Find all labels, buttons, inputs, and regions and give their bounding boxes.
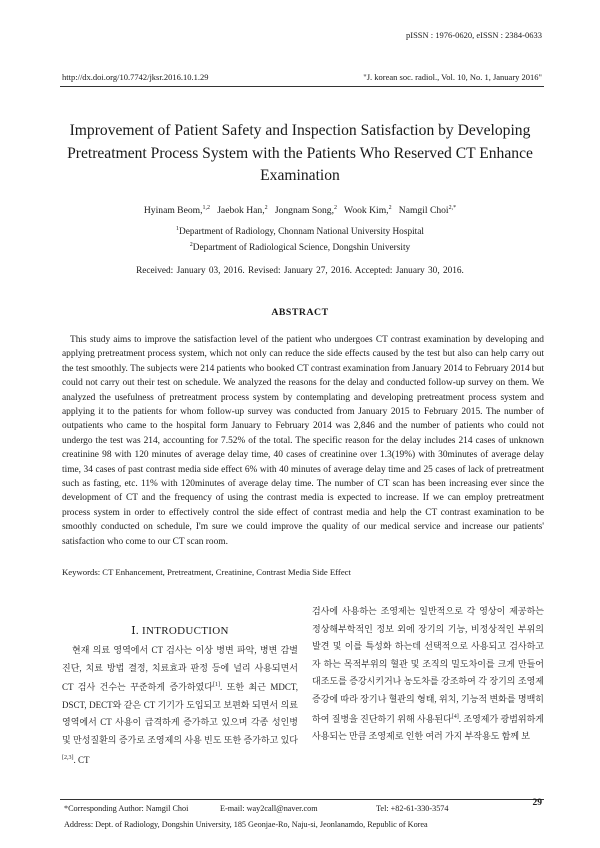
section-heading-introduction: Ⅰ. INTRODUCTION <box>131 625 229 637</box>
affiliation-2: $^2$Department of Radiological Science, Dongshin University <box>189 242 411 254</box>
issn-line: pISSN : 1976-0620, eISSN : 2384-0633 <box>405 30 542 40</box>
telephone: Tel: +82-61-330-3574 <box>376 804 449 813</box>
author-5: Namgil Choi$^{2,*}$ <box>398 205 457 217</box>
journal-citation: "J. korean soc. radiol., Vol. 10, No. 1, January 2016" <box>363 72 542 82</box>
corresponding-info <box>64 804 449 813</box>
page-number: 29 <box>532 798 542 808</box>
keywords: Keywords: CT Enhancement, Pretreatment, Creatinine, Contrast Media Side Effect <box>62 567 351 577</box>
intro-column-right: 검사에 사용하는 조영제는 일반적으로 각 영상이 제공하는 정상해부학적인 정보 외에 장기의 기능, 비정상적인 부위의 발견 및 이를 특성화 하는데 선택적으로 사용되고 검사하고자 하는 목적부위의 혈관 및 조직의 밀도차이를 크게 만들어 대조도를 증강시키거나 농도차를 강조하여 각 장기의 조영제 증강에 따라 장기나 혈관의 형태, 위치, 기능적 변화를 명백히 하여 질병을 진단하기 위해 사용된다[4]. 조영제가 광범위하게 사용되는 만큼 조영제로 인한 여러 가지 부작용도 함께 보 <box>312 606 544 742</box>
author-1: Hyinam Beom,$^{1,2}$ <box>143 205 210 217</box>
footer-divider <box>60 799 544 800</box>
author-2: Jaebok Han,$^2$ <box>217 205 268 217</box>
address: Address: Dept. of Radiology, Dongshin University, 185 Geonjae-Ro, Naju-si, Jeonlanamdo, Republic of Korea <box>64 820 428 829</box>
email[interactable]: E-mail: way2call@naver.com <box>220 804 318 813</box>
article-dates: Received: January 03, 2016. Revised: January 27, 2016. Accepted: January 30, 2016. <box>136 266 464 276</box>
abstract-body: This study aims to improve the satisfaction level of the patient who undergoes CT contrast examination by developing and applying pretreatment process system, which not only can reduce the side effects caused by the test but also can help carry out the test smoothly. The subjects were 214 patients who booked CT contrast examination from January 2014 to February 2014 but could not carry out their test on schedule. We analyzed the reasons for the delay and conducted follow-up survey on them. We analyzed the usefulness of pretreatment process system by contemplating and developing pretreatment process system and applying it to the patients for whom follow-up survey was conducted from January 2015 to February 2015. The number of outpatients who came to the hospital form January to February 2014 was 2,846 and the number of patients who could not undergo the test was 214, accounting for 7.52% of the total. The specific reason for the delay includes 214 cases of unknown creatinine 98 with 120 minutes of average delay time, 40 cases of creatinine over 1.3(19%) with 30minutes of average delay time, 34 cases of past contrast media side effect 6% with 40 minutes of average delay time and 25 cases of lack of pretreatment such as fasting, etc. 11% with 120minutes of average delay time. The number of CT scan has been increasing ever since the development of CT and the frequency of using the contrast media is expected to increase. If we can employ pretreatment process system in order to effectively control the side effect of contrast media and help the CT contrast examination to be smoothly conducted on schedule, I'm sure we could improve the quality of our medical service and increase our patients' satisfaction who come to our CT scan room. <box>62 335 544 547</box>
author-list <box>50 205 550 216</box>
article-title: Improvement of Patient Safety and Inspection Satisfaction by Developing Pretreatment Process System with the Patients Who Reserved CT Enhance Examination <box>67 122 533 184</box>
author-3: Jongnam Song,$^2$ <box>274 205 337 217</box>
doi-link[interactable]: http://dx.doi.org/10.7742/jksr.2016.10.1.29 <box>62 72 209 82</box>
abstract-heading: ABSTRACT <box>271 307 329 318</box>
intro-column-left: 현재 의료 영역에서 CT 검사는 이상 병변 파악, 병변 감별 진단, 치료 방법 결정, 치료효과 판정 등에 널리 사용되면서 CT 검사 건수는 꾸준하게 증가하였다[1]. 또한 최근 MDCT, DSCT, DECT와 같은 CT 기기가 도입되고 보편화 되면서 의료영역에서 CT 사용이 급격하게 증가하고 있으며 각종 성인병 및 만성질환의 증가로 조영제의 사용 빈도 또한 증가하고 있다[2,3]. CT <box>62 645 298 765</box>
header-divider <box>60 86 544 87</box>
author-4: Wook Kim,$^2$ <box>344 205 392 217</box>
corresponding-author: *Corresponding Author: Namgil Choi <box>64 804 189 813</box>
affiliation-1: $^1$Department of Radiology, Chonnam National University Hospital <box>176 226 424 238</box>
